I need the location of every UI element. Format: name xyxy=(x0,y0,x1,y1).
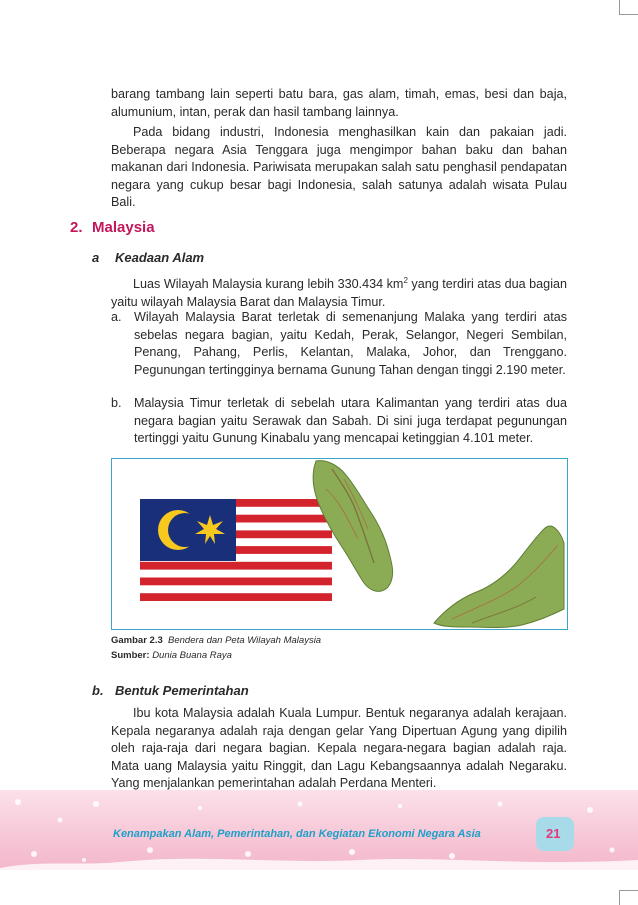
figure-illustration xyxy=(112,459,567,629)
area-text-before: Luas Wilayah Malaysia kurang lebih 330.434 km xyxy=(133,277,404,292)
crop-mark-bottom-right xyxy=(619,890,638,905)
figure-caption-line xyxy=(111,633,321,648)
section-title: Malaysia xyxy=(92,219,155,236)
area-superscript: 2 xyxy=(403,276,408,285)
page-number: 21 xyxy=(546,826,561,841)
figure-caption xyxy=(111,633,321,663)
figure-caption-text: Bendera dan Peta Wilayah Malaysia xyxy=(168,635,322,646)
list-item-letter: b. xyxy=(111,396,122,410)
area-text-after: yang terdiri atas dua bagian yaitu wilayah Malaysia Barat dan Malaysia Timur. xyxy=(111,277,567,309)
intro-continuation: barang tambang lain seperti batu bara, gas alam, timah, emas, besi dan baja, alumunium, intan, perak dan hasil tambang lainnya. xyxy=(111,87,567,119)
subsection-a-title: Keadaan Alam xyxy=(115,250,205,265)
malaysia-flag xyxy=(140,499,332,609)
section-number: 2. xyxy=(70,219,83,236)
subsection-b-paragraph: Ibu kota Malaysia adalah Kuala Lumpur. Bentuk negaranya adalah kerajaan. Kepala negaranya adalah raja dengan gelar Yang Dipertuan Agung yang dipilih oleh raja-raja dari negara bagian. Kepala negara-negara bagian adalah raja. Mata uang Malaysia yaitu Ringgit, dan Lagu Kebangsaannya adalah Negaraku. Yang menjalankan pemerintahan adalah Perdana Menteri. xyxy=(111,706,567,791)
subsection-b-title: Bentuk Pemerintahan xyxy=(115,683,249,698)
running-title: Kenampakan Alam, Pemerintahan, dan Kegiatan Ekonomi Negara Asia xyxy=(113,828,481,840)
figure-source-line xyxy=(111,648,321,663)
subsection-b-letter: b. xyxy=(92,683,104,698)
crop-mark-top-right xyxy=(619,0,638,15)
subsection-a-letter: a xyxy=(92,250,100,265)
list-item-letter: a. xyxy=(111,310,122,324)
intro-industry-paragraph: Pada bidang industri, Indonesia menghasilkan kain dan pakaian jadi. Beberapa negara Asia Tenggara juga mengimpor bahan baku dan bahan makanan dari Indonesia. Pariwisata merupakan salah satu penghasil pendapatan negara yang cukup besar bagi Indonesia, salah satunya adalah wisata Pulau Bali. xyxy=(111,125,567,210)
figure-flag-and-map xyxy=(111,458,568,630)
list-item-west-malaysia: Wilayah Malaysia Barat terletak di semenanjung Malaka yang terdiri atas sebelas negara bagian, yaitu Kedah, Perak, Selangor, Negeri Sembilan, Penang, Pahang, Perlis, Kelantan, Malaka, Johor, dan Trenggano. Pegunungan tertingginya bernama Gunung Tahan dengan tinggi 2.190 meter. xyxy=(134,310,567,377)
figure-source-label: Sumber: xyxy=(111,650,150,661)
figure-source: Dunia Buana Raya xyxy=(152,650,232,661)
map-east-malaysia xyxy=(434,526,564,627)
subsection-a-paragraph xyxy=(111,272,567,311)
figure-label: Gambar 2.3 xyxy=(111,635,163,646)
list-item-east-malaysia: Malaysia Timur terletak di sebelah utara Kalimantan yang terdiri atas dua negara bagian yaitu Serawak dan Sabah. Di sini juga terdapat pegunungan tertinggi yaitu Gunung Kinabalu yang mencapai ketinggian 4.101 meter. xyxy=(134,396,567,446)
